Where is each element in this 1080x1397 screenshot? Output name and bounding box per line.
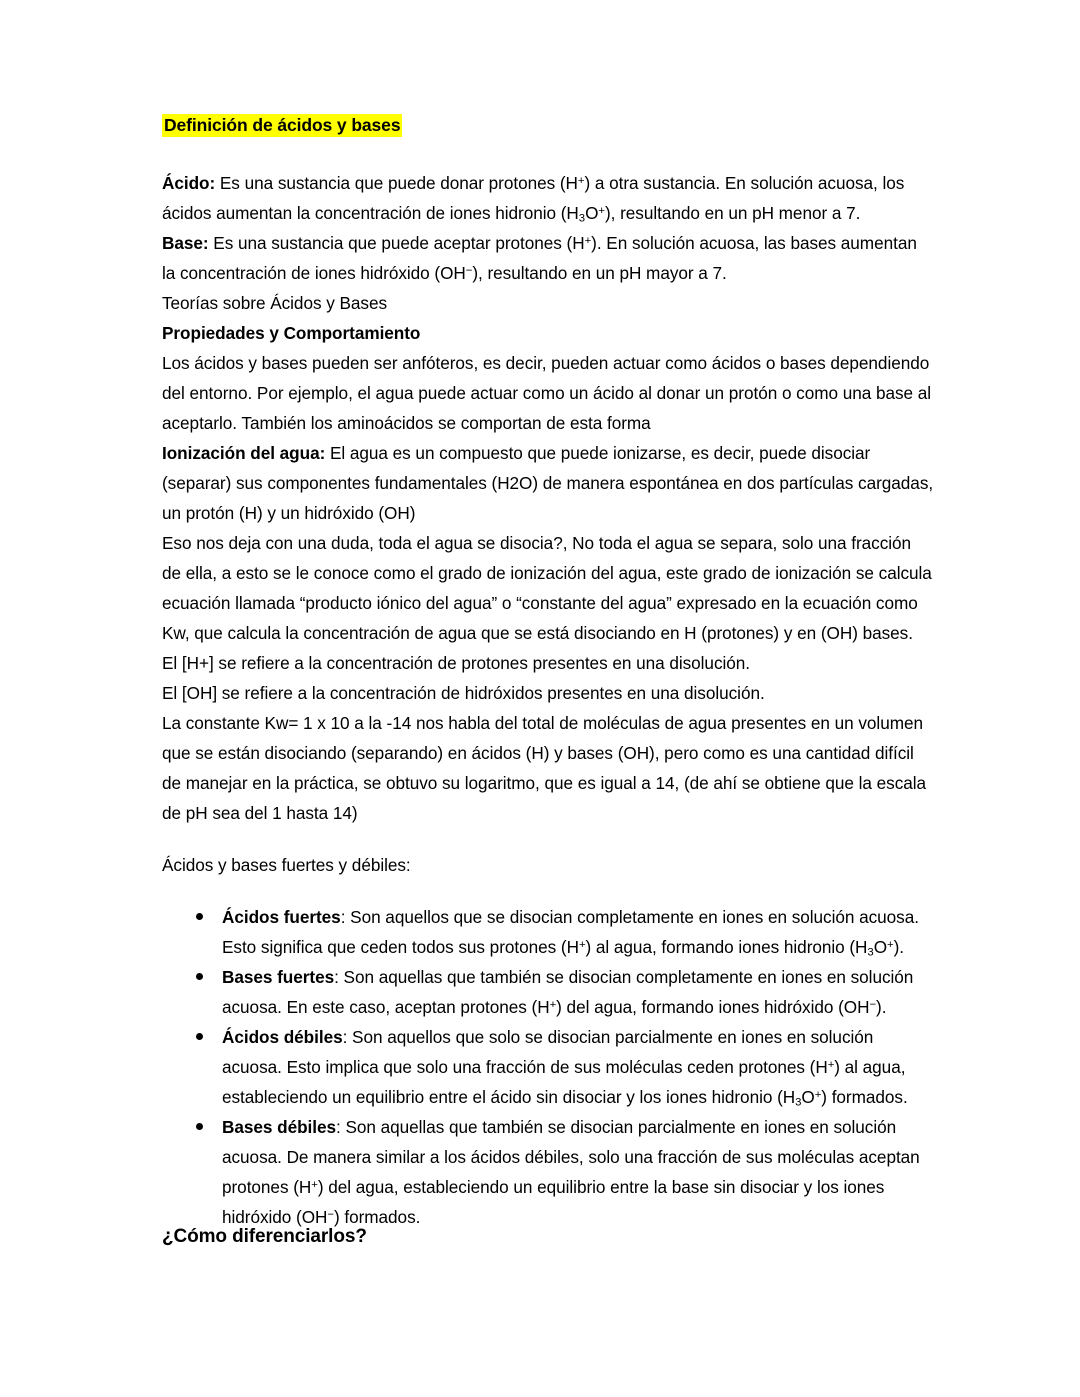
- subheading-propiedades: Propiedades y Comportamiento: [162, 323, 421, 343]
- bullet-label: Ácidos fuertes: [222, 907, 341, 927]
- bullet-icon: [196, 973, 203, 980]
- section-heading-como-diferenciarlos: ¿Cómo diferenciarlos?: [162, 1226, 367, 1247]
- paragraph-oh: El [OH] se refiere a la concentración de hidróxidos presentes en una disolución.: [162, 683, 765, 703]
- bullet-text-1: : Son aquellos que solo se disocian parcialmente en iones en solución acuosa. Esto implica que solo una fracción de sus moléculas ceden protones (H: [222, 1027, 874, 1077]
- paragraph-h-plus: El [H+] se refiere a la concentración de protones presentes en una disolución.: [162, 653, 750, 673]
- base-superscript-2: −: [465, 265, 473, 278]
- acido-label: Ácido:: [162, 173, 216, 193]
- acido-text-1: Es una sustancia que puede donar protones (H: [215, 173, 578, 193]
- base-text-3: ), resultando en un pH mayor a 7.: [472, 263, 727, 283]
- base-label: Base:: [162, 233, 209, 253]
- spacer: [162, 140, 934, 168]
- bullet-text-1: : Son aquellos que se disocian completamente en iones en solución acuosa. Esto significa que ceden todos sus protones (H: [222, 907, 919, 957]
- bullet-text-3: ) formados.: [333, 1207, 421, 1227]
- base-text-1: Es una sustancia que puede aceptar protones (H: [208, 233, 585, 253]
- bullet-label: Ácidos débiles: [222, 1027, 343, 1047]
- bullet-text-1: : Son aquellas que también se disocian parcialmente en iones en solución acuosa. De manera similar a los ácidos débiles, solo una fracción de sus moléculas aceptan protones (H: [222, 1117, 920, 1197]
- acido-subscript-1: 3: [578, 212, 586, 225]
- bullet-superscript-2: +: [814, 1089, 822, 1102]
- bullet-text-3: ).: [876, 997, 887, 1017]
- bullet-icon: [196, 1033, 203, 1040]
- list-item: [162, 962, 934, 1022]
- bullet-superscript-2: +: [887, 939, 894, 952]
- bullet-text-2: ) al agua, estableciendo un equilibrio entre el ácido sin disociar y los iones hidronio (H: [222, 1057, 906, 1107]
- bullet-superscript-1: +: [549, 999, 557, 1012]
- bullet-list: [162, 902, 934, 1232]
- bullet-text-3: O: [801, 1087, 815, 1107]
- bullet-icon: [196, 913, 203, 920]
- bullet-text-4: ) formados.: [821, 1087, 908, 1107]
- document-body: [162, 110, 934, 1232]
- bullet-icon: [196, 1123, 203, 1130]
- acido-text-3: O: [585, 203, 599, 223]
- base-text-2: ). En solución acuosa, las bases aumentan la concentración de iones hidróxido (OH: [162, 233, 917, 283]
- base-superscript-1: +: [584, 235, 592, 248]
- list-item: [162, 1112, 934, 1232]
- bullet-subscript-1: 3: [795, 1096, 802, 1109]
- bullet-text-4: ).: [893, 937, 904, 957]
- bullet-text-2: ) del agua, estableciendo un equilibrio entre la base sin disociar y los iones hidróxido (OH: [222, 1177, 885, 1227]
- bullet-text-2: ) al agua, formando iones hidronio (H: [585, 937, 868, 957]
- bullet-subscript-1: 3: [867, 946, 874, 959]
- paragraph-ionizacion: [162, 438, 934, 528]
- bullet-superscript-2: −: [869, 999, 877, 1012]
- bullet-label: Bases débiles: [222, 1117, 336, 1137]
- bullet-superscript-1: +: [311, 1179, 318, 1192]
- acido-text-4: ), resultando en un pH menor a 7.: [604, 203, 861, 223]
- bullet-text-1: : Son aquellas que también se disocian completamente en iones en solución acuosa. En este caso, aceptan protones (H: [222, 967, 914, 1017]
- list-item: [162, 1022, 934, 1112]
- ionizacion-label: Ionización del agua:: [162, 443, 326, 463]
- ionizacion-text: El agua es un compuesto que puede ionizarse, es decir, puede disociar (separar) sus componentes fundamentales (H2O) de manera espontánea en dos partículas cargadas, un protón (H) y un hidróxido (OH): [162, 443, 934, 523]
- page-title: [162, 110, 934, 140]
- bullet-superscript-1: +: [827, 1059, 835, 1072]
- paragraph-kw: La constante Kw= 1 x 10 a la -14 nos habla del total de moléculas de agua presentes en un volumen que se están disociando (separando) en ácidos (H) y bases (OH), pero como es una cantidad difícil de manejar en la práctica, se obtuvo su logaritmo, que es igual a 14, (de ahí se obtiene que la escala de pH sea del 1 hasta 14): [162, 713, 927, 823]
- bullet-text-3: O: [873, 937, 888, 957]
- acido-superscript-2: +: [598, 205, 605, 218]
- spacer: [162, 880, 934, 902]
- paragraph-fuertes-debiles-intro: Ácidos y bases fuertes y débiles:: [162, 855, 411, 875]
- list-item: [162, 902, 934, 962]
- acido-superscript-1: +: [577, 175, 585, 188]
- bullet-superscript-2: −: [327, 1209, 334, 1222]
- spacer: [162, 828, 934, 850]
- acido-text-2: ) a otra sustancia. En solución acuosa, los ácidos aumentan la concentración de iones hidronio (H: [162, 173, 905, 223]
- paragraph-base: [162, 228, 934, 288]
- paragraph-propiedades: Los ácidos y bases pueden ser anfóteros, es decir, pueden actuar como ácidos o bases dependiendo del entorno. Por ejemplo, el agua puede actuar como un ácido al donar un protón o como una base al aceptarlo. También los aminoácidos se comportan de esta forma: [162, 353, 932, 433]
- paragraph-duda: Eso nos deja con una duda, toda el agua se disocia?, No toda el agua se separa, solo una fracción de ella, a esto se le conoce como el grado de ionización del agua, este grado de ionización se calcula ecuación llamada “producto iónico del agua” o “constante del agua” expresado en la ecuación como Kw, que calcula la concentración de agua que se está disociando en H (protones) y en (OH) bases.: [162, 533, 932, 643]
- paragraph-acido: [162, 168, 934, 228]
- bullet-text-2: ) del agua, formando iones hidróxido (OH: [556, 997, 870, 1017]
- paragraph-teorias: Teorías sobre Ácidos y Bases: [162, 293, 388, 313]
- bullet-superscript-1: +: [578, 939, 586, 952]
- bullet-label: Bases fuertes: [222, 967, 335, 987]
- page-title-highlight: Definición de ácidos y bases: [164, 115, 401, 135]
